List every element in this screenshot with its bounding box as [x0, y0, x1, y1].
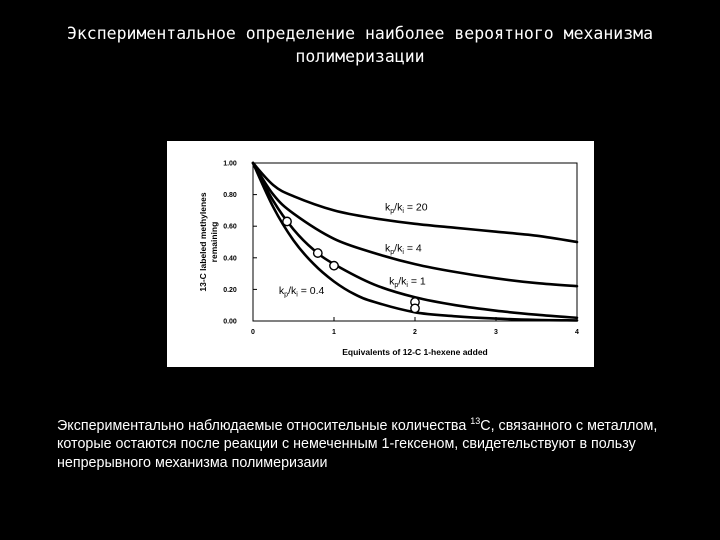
data-point	[314, 249, 322, 257]
x-tick-label: 2	[413, 329, 417, 336]
y-tick-label: 1.00	[223, 160, 237, 168]
x-tick-label: 1	[332, 329, 336, 336]
slide-title-line2: полимеризации	[295, 47, 425, 66]
slide-title	[20, 22, 700, 68]
y-tick-label: 0.40	[223, 255, 237, 263]
x-tick-label: 3	[494, 329, 498, 336]
x-tick-label: 4	[575, 329, 579, 336]
series-label: $k_p/k_i = 0.4$	[278, 285, 325, 299]
y-tick-label: 0.00	[223, 318, 237, 326]
y-axis-label-line1: 13-C labeled methylenes	[198, 192, 208, 292]
data-point	[283, 217, 291, 225]
y-tick-label: 0.60	[223, 223, 237, 231]
data-point	[330, 262, 338, 270]
x-axis-label: Equivalents of 12-C 1-hexene added	[342, 347, 488, 357]
series-label: $k_p/k_i = 4$	[385, 242, 422, 256]
caption-superscript: 13	[470, 416, 481, 426]
x-tick-label: 0	[251, 329, 255, 336]
caption-text-start: Экспериментально наблюдаемые относительные количества	[57, 417, 471, 434]
data-point	[411, 304, 419, 312]
y-tick-label: 0.20	[223, 286, 237, 294]
y-tick-label: 0.80	[223, 192, 237, 200]
chart-panel	[167, 141, 594, 367]
slide-title-line1: Экспериментальное определение наиболее вероятного механизма	[66, 24, 654, 43]
series-label: $k_p/k_i = 20$	[385, 201, 428, 215]
caption-text-end: С, связанного с металлом, которые остаются после реакции с немеченным 1-гексеном, свидетельствуют в пользу непрерывного механизма полимеризаии	[57, 417, 658, 471]
series-label: $k_p/k_i = 1$	[389, 275, 426, 290]
caption	[57, 412, 677, 472]
chart-svg	[167, 141, 594, 367]
y-axis-label-line2: remaining	[209, 221, 219, 263]
